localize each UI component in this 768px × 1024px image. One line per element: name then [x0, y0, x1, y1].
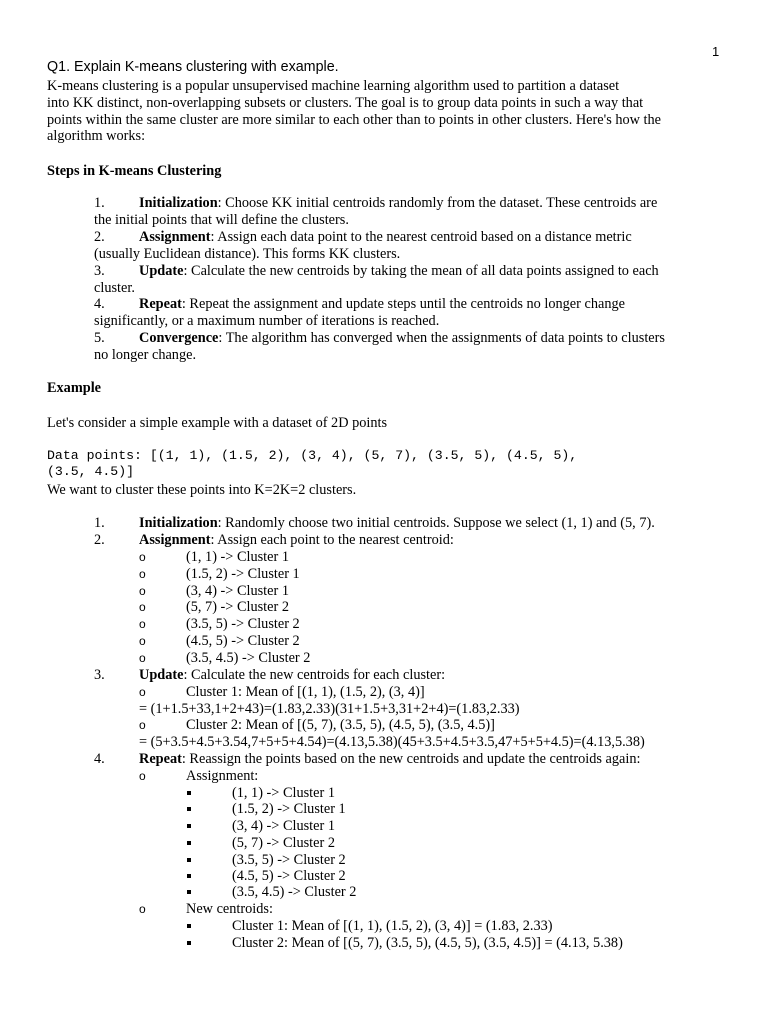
assignment-text: (1.5, 2) -> Cluster 1 [186, 566, 300, 582]
square-bullet [187, 858, 191, 862]
update-cluster-2-equation: = (5+3.5+4.5+3.54,7+5+5+4.54)=(4.13,5.38)(45+3.5+4.5+3.5,47+5+5+4.5)=(4.13,5.38) [139, 734, 645, 750]
step-term: Update [139, 667, 184, 683]
step-number: 3. [94, 263, 105, 279]
intro-line: algorithm works: [47, 128, 146, 145]
steps-heading: Steps in K-means Clustering [47, 163, 222, 179]
new-centroids-label: New centroids: [186, 901, 273, 917]
step-text: : Choose KK initial centroids randomly from the dataset. These centroids are [217, 195, 658, 211]
reassignment-text: (5, 7) -> Cluster 2 [232, 835, 335, 851]
circle-bullet: o [139, 718, 146, 732]
step-term: Assignment [139, 532, 211, 548]
step-text-continued: significantly, or a maximum number of iterations is reached. [94, 312, 440, 329]
intro-line: points within the same cluster are more similar to each other than to points in other clusters. Here's how the [47, 111, 662, 128]
reassignment-text: (3.5, 4.5) -> Cluster 2 [232, 884, 357, 900]
circle-bullet: o [139, 600, 146, 614]
step-number: 5. [94, 330, 105, 346]
square-bullet [187, 941, 191, 945]
step-text: : Repeat the assignment and update steps until the centroids no longer change [181, 296, 625, 312]
step-text: : Calculate the new centroids for each cluster: [183, 667, 446, 683]
example-intro: Let's consider a simple example with a dataset of 2D points [47, 415, 388, 431]
step-text-continued: no longer change. [94, 346, 197, 363]
step-number: 2. [94, 532, 105, 548]
step-term: Update [139, 263, 184, 279]
page-number: 1 [712, 44, 720, 59]
new-centroid-text: Cluster 1: Mean of [(1, 1), (1.5, 2), (3, 4)] = (1.83, 2.33) [232, 918, 553, 934]
step-text: : Reassign the points based on the new centroids and update the centroids again: [181, 751, 641, 767]
step-item [94, 330, 718, 364]
cluster-goal: We want to cluster these points into K=2K=2 clusters. [47, 482, 357, 498]
circle-bullet: o [139, 769, 146, 783]
update-cluster-2-label: Cluster 2: Mean of [(5, 7), (3.5, 5), (4.5, 5), (3.5, 4.5)] [186, 717, 495, 733]
step-item [94, 195, 718, 229]
circle-bullet: o [139, 567, 146, 581]
step-item [94, 263, 718, 297]
data-points-code: Data points: [(1, 1), (1.5, 2), (3, 4), (5, 7), (3.5, 5), (4.5, 5), [47, 448, 578, 463]
example-heading: Example [47, 380, 102, 396]
step-number: 1. [94, 515, 105, 531]
step-term: Repeat [139, 296, 182, 312]
assignment-text: (3.5, 4.5) -> Cluster 2 [186, 650, 311, 666]
assignment-text: (1, 1) -> Cluster 1 [186, 549, 289, 565]
step-number: 4. [94, 751, 105, 767]
step-text-continued: the initial points that will define the clusters. [94, 211, 349, 228]
step-text-continued: cluster. [94, 279, 135, 296]
reassign-label: Assignment: [186, 768, 259, 784]
step-number: 1. [94, 195, 105, 211]
step-number: 3. [94, 667, 105, 683]
step-text: : Assign each data point to the nearest centroid based on a distance metric [210, 229, 632, 245]
square-bullet [187, 924, 191, 928]
square-bullet [187, 824, 191, 828]
step-term: Assignment [139, 229, 211, 245]
assignment-text: (5, 7) -> Cluster 2 [186, 599, 289, 615]
assignment-text: (3, 4) -> Cluster 1 [186, 583, 289, 599]
step-text: : Randomly choose two initial centroids. Suppose we select (1, 1) and (5, 7). [217, 515, 655, 531]
square-bullet [187, 791, 191, 795]
square-bullet [187, 841, 191, 845]
reassignment-text: (1, 1) -> Cluster 1 [232, 785, 335, 801]
circle-bullet: o [139, 584, 146, 598]
step-number: 4. [94, 296, 105, 312]
reassignment-text: (4.5, 5) -> Cluster 2 [232, 868, 346, 884]
step-item [94, 296, 718, 330]
step-text: : Assign each point to the nearest centroid: [210, 532, 454, 548]
step-term: Initialization [139, 195, 218, 211]
square-bullet [187, 890, 191, 894]
step-text: : The algorithm has converged when the assignments of data points to clusters [218, 330, 665, 346]
reassignment-text: (3.5, 5) -> Cluster 2 [232, 852, 346, 868]
circle-bullet: o [139, 550, 146, 564]
circle-bullet: o [139, 685, 146, 699]
circle-bullet: o [139, 651, 146, 665]
reassignment-text: (1.5, 2) -> Cluster 1 [232, 801, 346, 817]
square-bullet [187, 874, 191, 878]
step-item [94, 229, 718, 263]
intro-paragraph [47, 78, 717, 145]
reassignment-text: (3, 4) -> Cluster 1 [232, 818, 335, 834]
square-bullet [187, 807, 191, 811]
update-cluster-1-equation: = (1+1.5+33,1+2+43)=(1.83,2.33)(31+1.5+3,31+2+4)=(1.83,2.33) [139, 701, 520, 717]
step-number: 2. [94, 229, 105, 245]
intro-line: K-means clustering is a popular unsupervised machine learning algorithm used to partition a dataset [47, 78, 620, 94]
circle-bullet: o [139, 902, 146, 916]
assignment-text: (4.5, 5) -> Cluster 2 [186, 633, 300, 649]
assignment-text: (3.5, 5) -> Cluster 2 [186, 616, 300, 632]
question-title: Q1. Explain K-means clustering with example. [47, 59, 339, 75]
step-term: Initialization [139, 515, 218, 531]
step-term: Convergence [139, 330, 219, 346]
new-centroid-text: Cluster 2: Mean of [(5, 7), (3.5, 5), (4.5, 5), (3.5, 4.5)] = (4.13, 5.38) [232, 935, 623, 951]
circle-bullet: o [139, 634, 146, 648]
step-text-continued: (usually Euclidean distance). This forms KK clusters. [94, 245, 401, 262]
step-text: : Calculate the new centroids by taking the mean of all data points assigned to each [183, 263, 659, 279]
update-cluster-1-label: Cluster 1: Mean of [(1, 1), (1.5, 2), (3, 4)] [186, 684, 425, 700]
data-points-code: (3.5, 4.5)] [47, 464, 135, 479]
intro-line: into KK distinct, non-overlapping subsets or clusters. The goal is to group data points in such a way that [47, 94, 644, 111]
circle-bullet: o [139, 617, 146, 631]
step-term: Repeat [139, 751, 182, 767]
